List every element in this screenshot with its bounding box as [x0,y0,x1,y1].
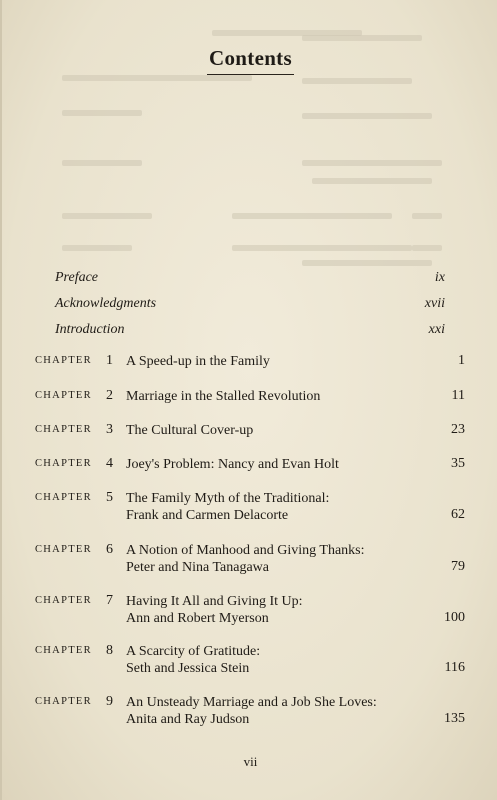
chapter-label: CHAPTER [35,355,92,366]
ghost-line [302,160,442,166]
ghost-line [412,213,442,219]
chapter-title: An Unsteady Marriage and a Job She Loves: Anita and Ray Judson [126,695,377,727]
chapter-title: Marriage in the Stalled Revolution [126,389,321,404]
chapter-label: CHAPTER [35,595,92,606]
entry-title: Preface [55,270,99,285]
chapter-page: 35 [451,456,465,471]
chapter-title: A Speed-up in the Family [126,354,270,369]
chapter-page: 100 [444,610,465,625]
chapter-title: Joey's Problem: Nancy and Evan Holt [126,457,339,472]
chapter-title: The Cultural Cover-up [126,423,254,438]
chapter-number: 1 [106,353,113,368]
contents-heading: Contents [2,46,497,71]
entry-page: xxi [428,322,445,337]
ghost-line [302,78,412,84]
chapter-number: 7 [106,593,113,608]
chapter-page: 79 [451,559,465,574]
chapter-number: 4 [106,456,113,471]
chapter-label: CHAPTER [35,492,92,503]
chapter-title: A Notion of Manhood and Giving Thanks: Peter and Nina Tanagawa [126,543,365,575]
chapter-number: 2 [106,388,113,403]
chapter-label: CHAPTER [35,645,92,656]
ghost-line [62,160,142,166]
entry-title: Introduction [55,322,125,337]
chapter-label: CHAPTER [35,424,92,435]
chapter-page: 62 [451,507,465,522]
chapter-number: 3 [106,422,113,437]
chapter-number: 5 [106,490,113,505]
chapter-page: 11 [451,388,465,403]
chapter-label: CHAPTER [35,696,92,707]
ghost-line [302,113,432,119]
chapter-title: A Scarcity of Gratitude: Seth and Jessica Stein [126,644,261,676]
chapter-page: 1 [458,353,465,368]
chapter-number: 6 [106,542,113,557]
chapter-number: 9 [106,694,113,709]
page-folio: vii [243,754,258,769]
entry-page: ix [434,270,445,285]
ghost-line [312,178,432,184]
chapter-title: Having It All and Giving It Up: Ann and Robert Myerson [126,594,303,626]
ghost-line [302,260,432,266]
chapter-label: CHAPTER [35,390,92,401]
ghost-line [412,245,442,251]
ghost-line [232,213,392,219]
chapter-label: CHAPTER [35,458,92,469]
ghost-line [212,30,362,36]
ghost-line [62,213,152,219]
chapter-title: The Family Myth of the Traditional: Frank and Carmen Delacorte [126,491,330,523]
ghost-line [62,110,142,116]
chapter-page: 23 [451,422,465,437]
ghost-line [62,75,252,81]
chapter-page: 135 [444,711,465,726]
entry-title: Acknowledgments [55,296,157,311]
ghost-line [62,245,132,251]
ghost-line [232,245,412,251]
chapter-number: 8 [106,643,113,658]
chapter-label: CHAPTER [35,544,92,555]
entry-page: xvii [424,296,445,311]
chapter-page: 116 [444,660,465,675]
ghost-line [302,35,422,41]
